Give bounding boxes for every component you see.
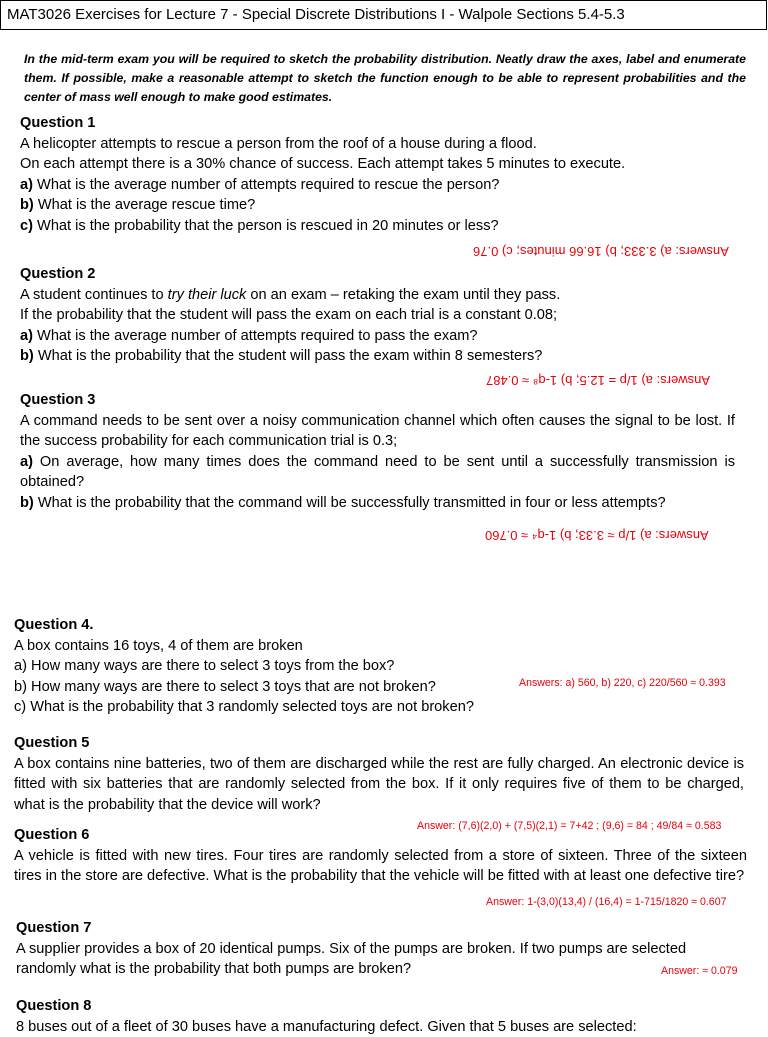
question-title: Question 2: [20, 264, 750, 285]
question-title: Question 4.: [14, 615, 534, 636]
question-text: A command needs to be sent over a noisy communication channel which often causes the signal to be lost. If the success probability for each communication trial is 0.3;: [20, 411, 735, 452]
question-part-c: [20, 216, 750, 237]
part-label: a): [20, 454, 33, 470]
question-text: 8 buses out of a fleet of 30 buses have a manufacturing defect. Given that 5 buses are selected:: [16, 1017, 756, 1037]
question-part-b: [20, 346, 750, 367]
question-text: A vehicle is fitted with new tires. Four tires are randomly selected from a store of sixteen. Three of the sixteen tires in the store are defective. What is the probability that the vehicle will be fitted with at least one defective tire?: [14, 846, 747, 887]
question-title: Question 8: [16, 996, 756, 1017]
question-8: [16, 996, 756, 1037]
part-text: What is the probability that the student will pass the exam within 8 semesters?: [34, 348, 543, 364]
question-text: A supplier provides a box of 20 identical pumps. Six of the pumps are broken. If two pumps are selected randomly what is the probability that both pumps are broken?: [16, 939, 746, 980]
question-title: Question 5: [14, 733, 744, 754]
part-label: a): [20, 177, 33, 193]
part-text: What is the average number of attempts required to pass the exam?: [33, 328, 478, 344]
question-text: A helicopter attempts to rescue a person from the roof of a house during a flood.: [20, 134, 750, 155]
question-part-a: [20, 175, 750, 196]
question-title: Question 3: [20, 390, 735, 411]
text-run: A student continues to: [20, 287, 168, 303]
question-text: A box contains nine batteries, two of them are discharged while the rest are fully charged. An electronic device is fitted with six batteries that are randomly selected from the box. If it only requires five of them to be charged, what is the probability that the device will work?: [14, 754, 744, 816]
part-label: a): [20, 328, 33, 344]
part-label: b): [20, 348, 34, 364]
part-text: What is the probability that the command will be successfully transmitted in four or less attempts?: [34, 495, 666, 511]
question-7: [16, 918, 746, 980]
question-4: [14, 615, 534, 718]
question-part-b: b) How many ways are there to select 3 toys that are not broken?: [14, 677, 534, 698]
question-part-a: [20, 326, 750, 347]
question-text: A box contains 16 toys, 4 of them are broken: [14, 636, 534, 657]
question-part-b: [20, 493, 735, 514]
question-title: Question 7: [16, 918, 746, 939]
part-label: c): [20, 218, 33, 234]
answer-q5: Answer: (7,6)(2,0) + (7,5)(2,1) = 7+42 ; (9,6) = 84 ; 49/84 ≈ 0.583: [417, 820, 721, 832]
question-1: [20, 113, 750, 236]
question-part-c: c) What is the probability that 3 randomly selected toys are not broken?: [14, 697, 534, 718]
part-label: b): [20, 197, 34, 213]
document-header: MAT3026 Exercises for Lecture 7 - Special Discrete Distributions I - Walpole Sections 5.4-5.3: [0, 0, 767, 30]
question-title: Question 6: [14, 825, 747, 846]
question-part-b: [20, 195, 750, 216]
part-text: On average, how many times does the command need to be sent until a successfully transmission is obtained?: [20, 454, 735, 491]
question-6: [14, 825, 747, 887]
question-part-a: a) How many ways are there to select 3 toys from the box?: [14, 656, 534, 677]
part-label: b): [20, 495, 34, 511]
part-text: What is the probability that the person is rescued in 20 minutes or less?: [33, 218, 499, 234]
answer-q6: Answer: 1-(3,0)(13,4) / (16,4) = 1-715/1820 ≈ 0.607: [486, 896, 726, 908]
part-text: What is the average rescue time?: [34, 197, 255, 213]
question-title: Question 1: [20, 113, 750, 134]
answer-q3-upside-down: Answers: a) 1/p ≈ 3.33; b) 1-q⁴ ≈ 0.760: [485, 528, 709, 543]
question-2: [20, 264, 750, 367]
answer-q4: Answers: a) 560, b) 220, c) 220/560 ≈ 0.393: [519, 677, 726, 689]
question-part-a: [20, 452, 735, 493]
answer-q7: Answer: ≈ 0.079: [661, 965, 737, 977]
answer-q2-upside-down: Answers: a) 1/p = 12.5; b) 1-q⁸ ≈ 0.487: [486, 373, 710, 388]
intro-instructions: In the mid-term exam you will be required to sketch the probability distribution. Neatly draw the axes, label and enumerate them. If possible, make a reasonable attempt to sketch the function enough to be able to represent probabilities and the center of mass well enough to make good estimates.: [24, 50, 746, 107]
text-run: on an exam – retaking the exam until they pass.: [246, 287, 560, 303]
question-3: [20, 390, 735, 513]
answer-q1-upside-down: Answers: a) 3.333; b) 16.66 minutes; c) 0.76: [473, 244, 729, 259]
question-text: If the probability that the student will pass the exam on each trial is a constant 0.08;: [20, 305, 750, 326]
italic-phrase: try their luck: [168, 287, 247, 303]
question-text: [20, 285, 750, 306]
part-text: What is the average number of attempts required to rescue the person?: [33, 177, 499, 193]
question-5: [14, 733, 744, 815]
question-text: On each attempt there is a 30% chance of success. Each attempt takes 5 minutes to execute.: [20, 154, 750, 175]
